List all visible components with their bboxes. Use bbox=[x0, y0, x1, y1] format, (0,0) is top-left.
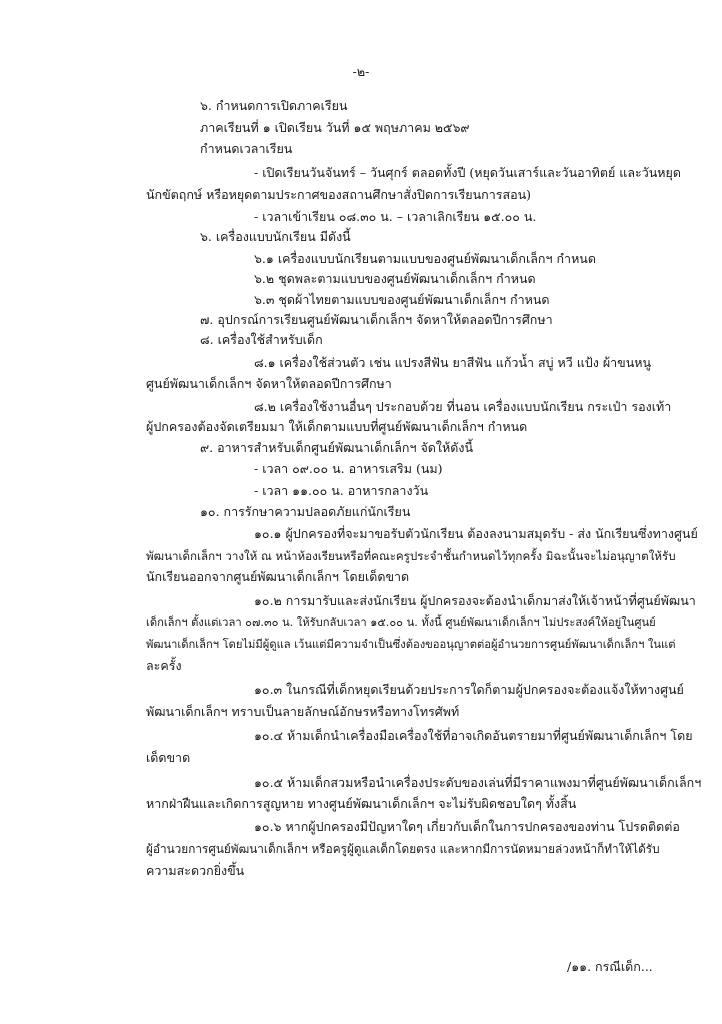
uniform-heading: ๖. เครื่องแบบนักเรียน มีดังนี้ bbox=[200, 229, 351, 244]
uniform-item-1: ๖.๑ เครื่องแบบนักเรียนตามแบบของศูนย์พัฒนาเด็กเล็กฯ กำหนด bbox=[254, 251, 596, 266]
item-10-5-line-1: ๑๐.๕ ห้ามเด็กสวมหรือนำเครื่องประดับของเล่นที่มีราคาแพงมาที่ศูนย์พัฒนาเด็กเล็กฯ bbox=[254, 775, 702, 790]
semester-line: ภาคเรียนที่ ๑ เปิดเรียน วันที่ ๑๕ พฤษภาคม ๒๕๖๙ bbox=[200, 120, 470, 135]
section-8-heading: ๘. เครื่องใช้สำหรับเด็ก bbox=[200, 332, 323, 347]
uniform-item-3: ๖.๓ ชุดผ้าไทยตามแบบของศูนย์พัฒนาเด็กเล็กฯ กำหนด bbox=[254, 292, 550, 307]
item-10-2-line-1: ๑๐.๒ การมารับและส่งนักเรียน ผู้ปกครองจะต้องนำเด็กมาส่งให้เจ้าหน้าที่ศูนย์พัฒนา bbox=[254, 593, 696, 608]
meal-time-2: - เวลา ๑๑.๐๐ น. อาหารกลางวัน bbox=[254, 483, 429, 498]
item-10-5-line-2: หากฝ่าฝืนและเกิดการสูญหาย ทางศูนย์พัฒนาเด็กเล็กฯ จะไม่รับผิดชอบใดๆ ทั้งสิ้น bbox=[146, 796, 577, 811]
item-10-6-line-2: ผู้อำนวยการศูนย์พัฒนาเด็กเล็กฯ หรือครูผู้ดูแลเด็กโดยตรง และหากมีการนัดหมายล่วงหน้าก็ทำให้ได้รับ bbox=[146, 842, 660, 856]
item-10-2-line-3: พัฒนาเด็กเล็กฯ โดยไม่มีผู้ดูแล เว้นแต่มีความจำเป็นซึ่งต้องขออนุญาตต่อผู้อำนวยการศูนย์พัฒนาเด็กเล็กฯ ในแต่ bbox=[146, 638, 676, 651]
item-8-1-line-2: ศูนย์พัฒนาเด็กเล็กฯ จัดหาให้ตลอดปีการศึกษา bbox=[146, 376, 392, 391]
item-8-2-line-2: ผู้ปกครองต้องจัดเตรียมมา ให้เด็กตามแบบที่ศูนย์พัฒนาเด็กเล็กฯ กำหนด bbox=[146, 419, 528, 434]
item-10-2-line-4: ละครั้ง bbox=[146, 658, 182, 673]
uniform-item-2: ๖.๒ ชุดพละตามแบบของศูนย์พัฒนาเด็กเล็กฯ กำหนด bbox=[254, 271, 536, 286]
item-10-3-line-2: พัฒนาเด็กเล็กฯ ทราบเป็นลายลักษณ์อักษรหรือทางโทรศัพท์ bbox=[146, 704, 460, 719]
item-8-2-line-1: ๘.๒ เครื่องใช้งานอื่นๆ ประกอบด้วย ที่นอน เครื่องแบบนักเรียน กระเป๋า รองเท้า bbox=[254, 399, 672, 414]
item-10-1-line-1: ๑๐.๑ ผู้ปกครองที่จะมาขอรับตัวนักเรียน ต้องลงนามสมุดรับ - ส่ง นักเรียนซึ่งทางศูนย์ bbox=[254, 526, 698, 541]
schedule-heading: กำหนดเวลาเรียน bbox=[200, 141, 293, 156]
item-10-3-line-1: ๑๐.๓ ในกรณีที่เด็กหยุดเรียนด้วยประการใดก็ตามผู้ปกครองจะต้องแจ้งให้ทางศูนย์ bbox=[254, 682, 684, 697]
schedule-line-1: - เปิดเรียนวันจันทร์ – วันศุกร์ ตลอดทั้งปี (หยุดวันเสาร์และวันอาทิตย์ และวันหยุด bbox=[254, 165, 681, 180]
school-hours-line: - เวลาเข้าเรียน ๐๘.๓๐ น. – เวลาเลิกเรียน ๑๕.๐๐ น. bbox=[254, 209, 537, 224]
item-8-1-line-1: ๘.๑ เครื่องใช้ส่วนตัว เช่น แปรงสีฟัน ยาสีฟัน แก้วน้ำ สบู่ หวี แป้ง ผ้าขนหนู bbox=[254, 355, 652, 370]
continuation-marker: /๑๑. กรณีเด็ก... bbox=[567, 959, 653, 974]
item-10-6-line-3: ความสะดวกยิ่งขึ้น bbox=[146, 863, 245, 878]
item-10-1-line-2: พัฒนาเด็กเล็กฯ วางให้ ณ หน้าห้องเรียนหรือที่คณะครูประจำชั้นกำหนดไว้ทุกครั้ง มิฉะนั้นจะไม่อนุญาตให้รับ bbox=[146, 549, 676, 563]
item-10-2-line-2: เด็กเล็กฯ ตั้งแต่เวลา ๐๗.๓๐ น. ให้รับกลับเวลา ๑๕.๐๐ น. ทั้งนี้ ศูนย์พัฒนาเด็กเล็กฯ ไม่ประสงค์ให้อยู่ในศูนย์ bbox=[146, 616, 656, 629]
schedule-line-2: นักขัตฤกษ์ หรือหยุดตามประกาศของสถานศึกษาสั่งปิดการเรียนการสอน) bbox=[146, 187, 532, 202]
section-6-heading: ๖. กำหนดการเปิดภาคเรียน bbox=[200, 98, 348, 113]
section-9-heading: ๙. อาหารสำหรับเด็กศูนย์พัฒนาเด็กเล็กฯ จัดให้ดังนี้ bbox=[200, 440, 473, 455]
meal-time-1: - เวลา ๐๙.๐๐ น. อาหารเสริม (นม) bbox=[254, 461, 443, 476]
item-10-1-line-3: นักเรียนออกจากศูนย์พัฒนาเด็กเล็กฯ โดยเด็ดขาด bbox=[146, 569, 410, 584]
section-7-line: ๗. อุปกรณ์การเรียนศูนย์พัฒนาเด็กเล็กฯ จัดหาให้ตลอดปีการศึกษา bbox=[200, 312, 553, 327]
item-10-4-line-2: เด็ดขาด bbox=[146, 750, 191, 765]
page-number: -๒- bbox=[352, 64, 370, 79]
item-10-6-line-1: ๑๐.๖ หากผู้ปกครองมีปัญหาใดๆ เกี่ยวกับเด็กในการปกครองของท่าน โปรดติดต่อ bbox=[254, 819, 680, 834]
section-10-heading: ๑๐. การรักษาความปลอดภัยแก่นักเรียน bbox=[200, 504, 411, 519]
item-10-4-line-1: ๑๐.๔ ห้ามเด็กนำเครื่องมือเครื่องใช้ที่อาจเกิดอันตรายมาที่ศูนย์พัฒนาเด็กเล็กฯ โดย bbox=[254, 728, 693, 743]
